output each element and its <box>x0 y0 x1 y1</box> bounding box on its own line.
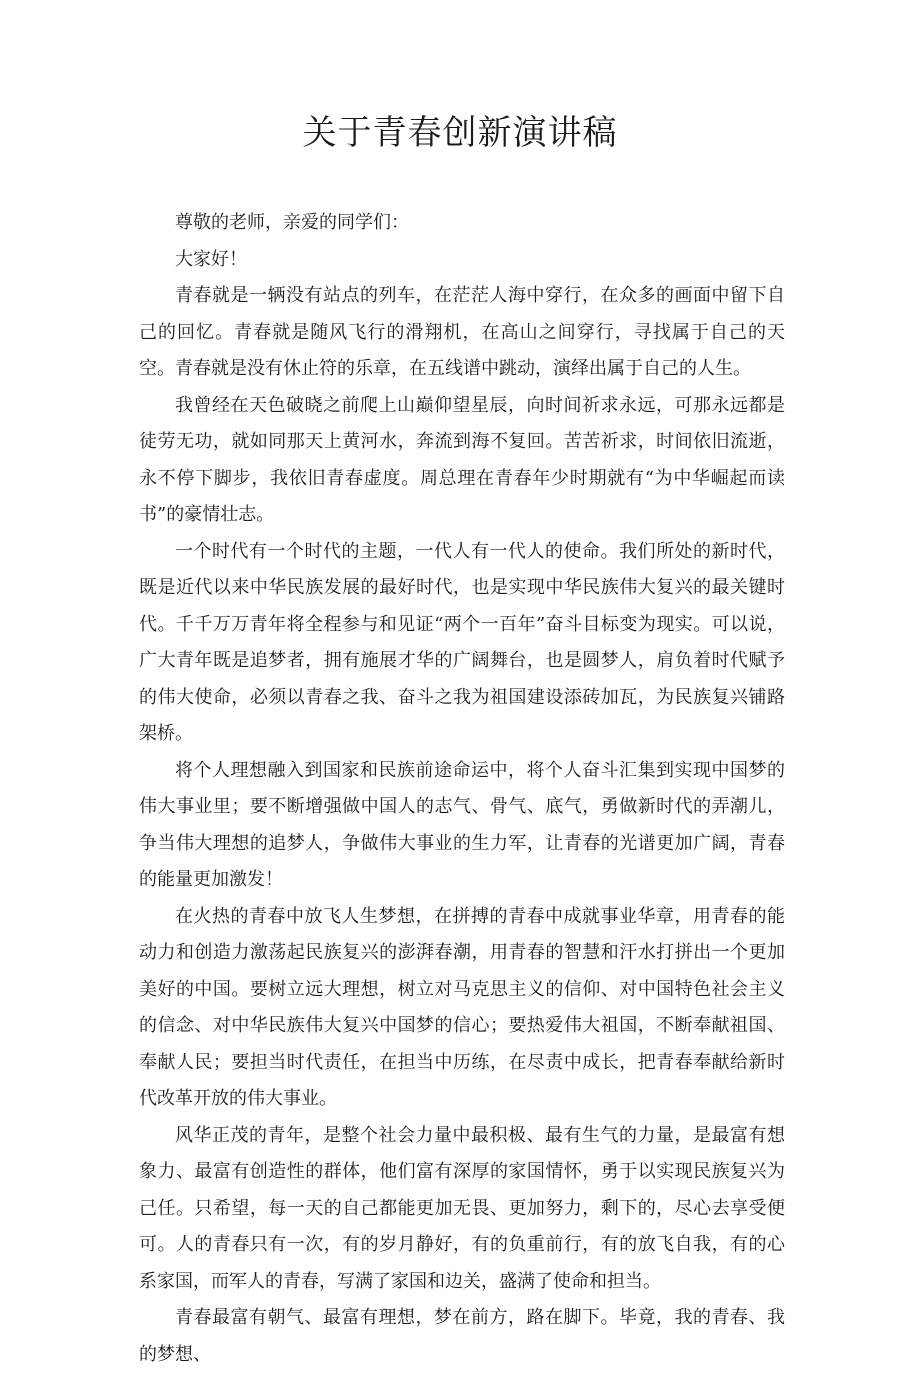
paragraph-salutation: 尊敬的老师，亲爱的同学们： <box>175 212 409 233</box>
paragraph: 在火热的青春中放飞人生梦想，在拼搏的青春中成就事业华章，用青春的能动力和创造力激荡起民族复兴的澎湃春潮，用青春的智慧和汗水打拼出一个更加美好的中国。要树立远大理想，树立对马克思主义的信仰、对中国特色社会主义的信念、对中华民族伟大复兴中国梦的信心；要热爱伟大祖国，不断奉献祖国、奉献人民；要担当时代责任，在担当中历练，在尽责中成长，把青春奉献给新时代改革开放的伟大事业。 <box>139 905 785 1109</box>
paragraph-greeting: 大家好！ <box>175 248 247 270</box>
paragraph: 一个时代有一个时代的主题，一代人有一代人的使命。我们所处的新时代，既是近代以来中华民族发展的最好时代，也是实现中华民族伟大复兴的最关键时代。千千万万青年将全程参与和见证“两个一百年”奋斗目标变为现实。可以说，广大青年既是追梦者，拥有施展才华的广阔舞台，也是圆梦人，肩负着时代赋予的伟大使命，必须以青春之我、奋斗之我为祖国建设添砖加瓦，为民族复兴铺路架桥。 <box>139 540 785 744</box>
paragraph: 青春最富有朝气、最富有理想，梦在前方，路在脚下。毕竟，我的青春、我的梦想、 <box>139 1307 785 1365</box>
paragraph: 我曾经在天色破晓之前爬上山巅仰望星辰，向时间祈求永远，可那永远都是徒劳无功，就如同那天上黄河水，奔流到海不复回。苦苦祈求，时间依旧流逝，永不停下脚步，我依旧青春虚度。周总理在青春年少时期就有“为中华崛起而读书”的豪情壮志。 <box>139 394 785 525</box>
paragraph: 将个人理想融入到国家和民族前途命运中，将个人奋斗汇集到实现中国梦的伟大事业里；要不断增强做中国人的志气、骨气、底气，勇做新时代的弄潮儿，争当伟大理想的追梦人，争做伟大事业的生力军，让青春的光谱更加广阔，青春的能量更加激发！ <box>139 759 785 890</box>
document-title: 关于青春创新演讲稿 <box>302 113 618 153</box>
paragraph: 青春就是一辆没有站点的列车，在茫茫人海中穿行，在众多的画面中留下自己的回忆。青春就是随风飞行的滑翔机，在高山之间穿行，寻找属于自己的天空。青春就是没有休止符的乐章，在五线谱中跳动，演绎出属于自己的人生。 <box>139 285 785 379</box>
paragraph: 风华正茂的青年，是整个社会力量中最积极、最有生气的力量，是最富有想象力、最富有创造性的群体，他们富有深厚的家国情怀，勇于以实现民族复兴为己任。只希望，每一天的自己都能更加无畏、更加努力，剩下的，尽心去享受便可。人的青春只有一次，有的岁月静好，有的负重前行，有的放飞自我，有的心系家国，而军人的青春，写满了家国和边关，盛满了使命和担当。 <box>139 1124 785 1292</box>
document-body <box>139 205 785 1373</box>
